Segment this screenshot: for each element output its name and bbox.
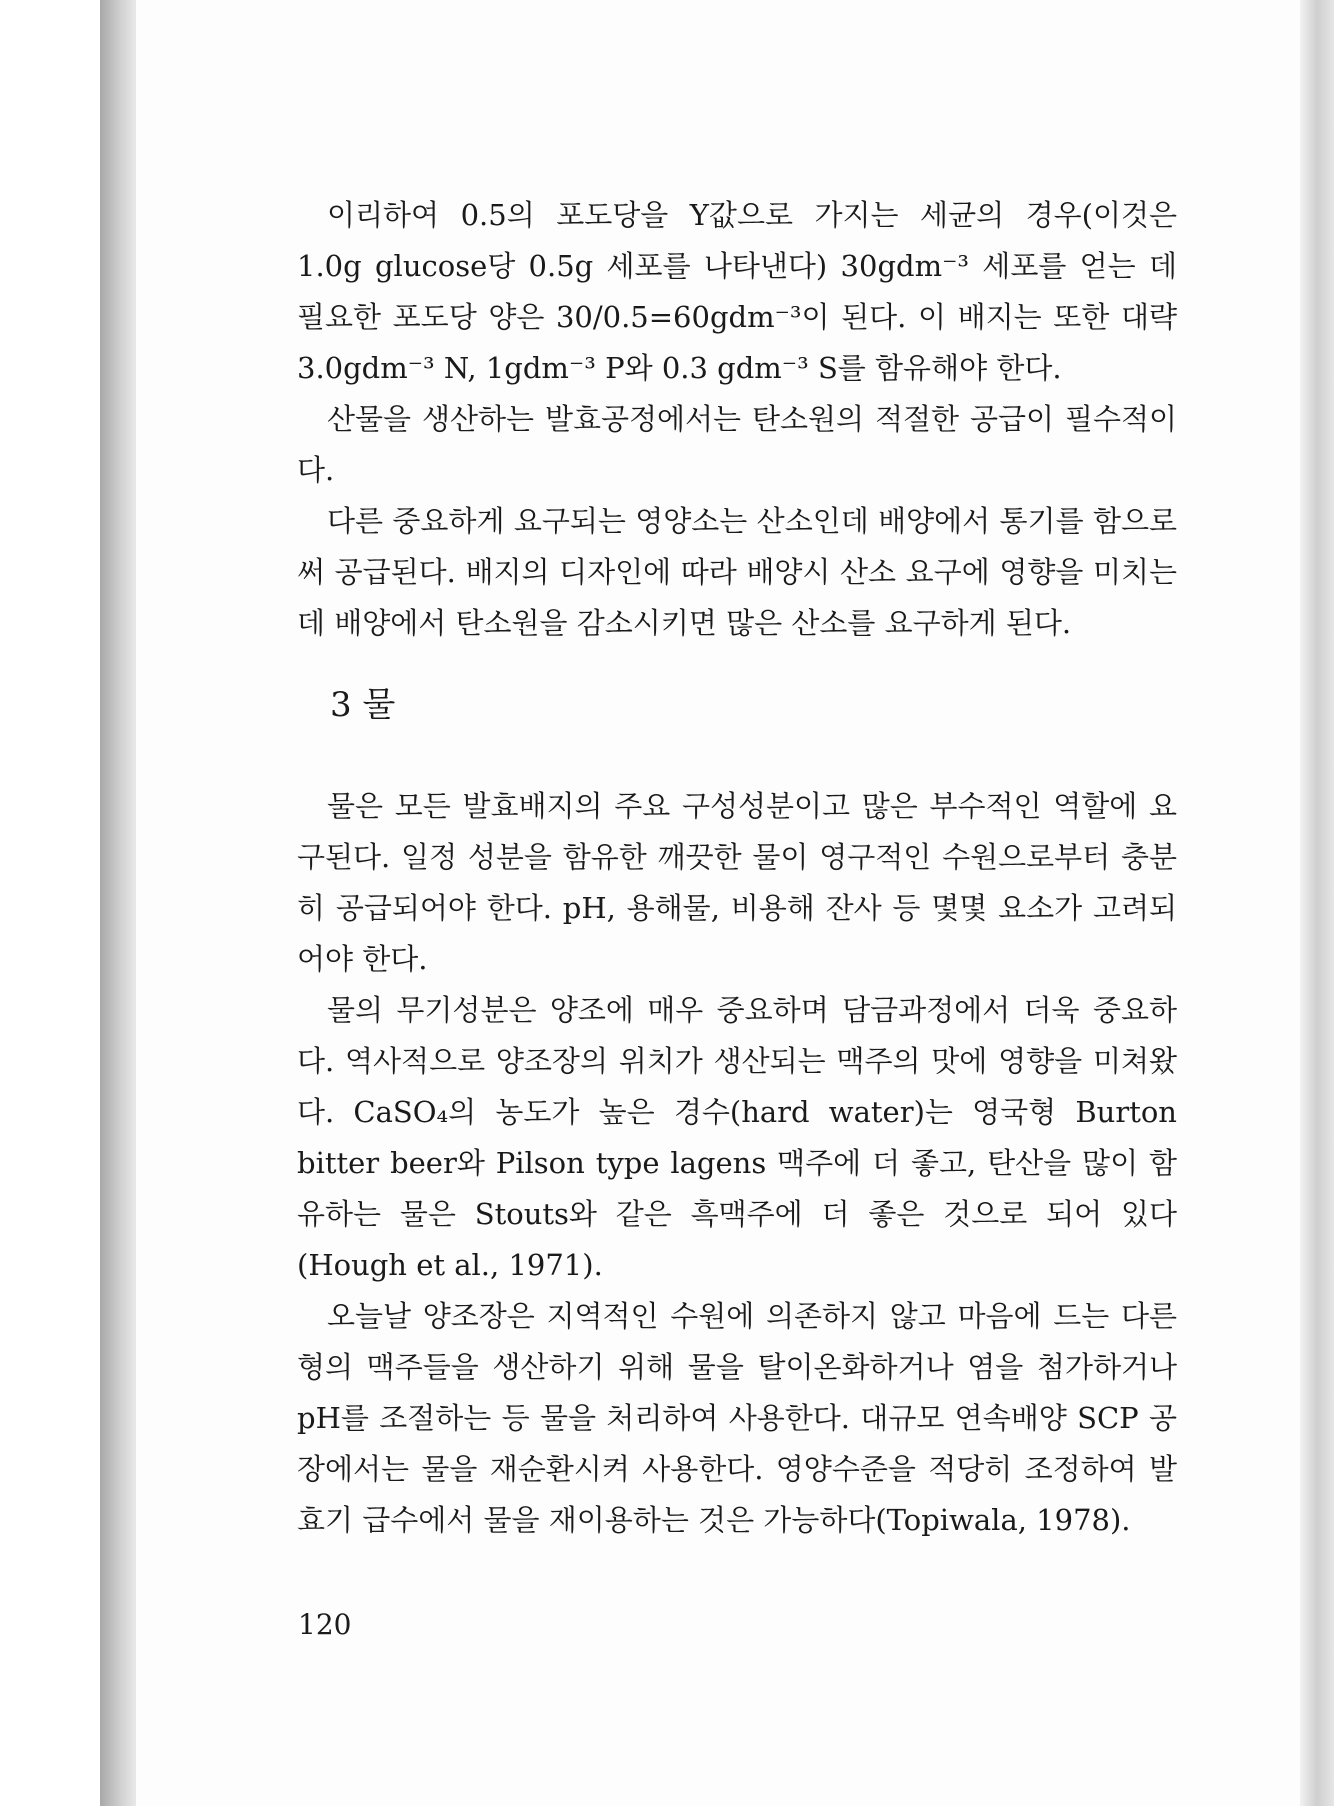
page-number: 120 — [298, 1608, 352, 1641]
paragraph: 오늘날 양조장은 지역적인 수원에 의존하지 않고 마음에 드는 다른 형의 맥주들을 생산하기 위해 물을 탈이온화하거나 염을 첨가하거나 pH를 조절하는 등 물을 처리하여 사용한다. 대규모 연속배양 SCP 공장에서는 물을 재순환시켜 사용한다. 영양수준을 적당히 조정하여 발효기 급수에서 물을 재이용하는 것은 가능하다(Topiwala, 1978). — [297, 1299, 1177, 1537]
page-right-shadow — [1300, 0, 1334, 1806]
book-spine-edge — [100, 0, 136, 1806]
paragraph: 이리하여 0.5의 포도당을 Y값으로 가지는 세균의 경우(이것은 1.0g glucose당 0.5g 세포를 나타낸다) 30gdm⁻³ 세포를 얻는 데 필요한 포도당 양은 30/0.5=60gdm⁻³이 된다. 이 배지는 또한 대략 3.0gdm⁻³ N, 1gdm⁻³ P와 0.3 gdm⁻³ S를 함유해야 한다. — [297, 198, 1177, 385]
section-heading: 3 물 — [330, 685, 396, 725]
paragraph: 산물을 생산하는 발효공정에서는 탄소원의 적절한 공급이 필수적이다. — [297, 402, 1177, 487]
text-block-bottom — [297, 781, 1177, 1546]
paragraph: 다른 중요하게 요구되는 영양소는 산소인데 배양에서 통기를 함으로써 공급된다. 배지의 디자인에 따라 배양시 산소 요구에 영향을 미치는데 배양에서 탄소원을 감소시키면 많은 산소를 요구하게 된다. — [297, 504, 1177, 640]
text-block-top — [297, 190, 1177, 649]
paragraph: 물은 모든 발효배지의 주요 구성성분이고 많은 부수적인 역할에 요구된다. 일정 성분을 함유한 깨끗한 물이 영구적인 수원으로부터 충분히 공급되어야 한다. pH, 용해물, 비용해 잔사 등 몇몇 요소가 고려되어야 한다. — [297, 789, 1177, 976]
paragraph: 물의 무기성분은 양조에 매우 중요하며 담금과정에서 더욱 중요하다. 역사적으로 양조장의 위치가 생산되는 맥주의 맛에 영향을 미쳐왔다. CaSO₄의 농도가 높은 경수(hard water)는 영국형 Burton bitter beer와 Pilson type lagens 맥주에 더 좋고, 탄산을 많이 함유하는 물은 Stouts와 같은 흑맥주에 더 좋은 것으로 되어 있다(Hough et al., 1971). — [297, 993, 1177, 1282]
